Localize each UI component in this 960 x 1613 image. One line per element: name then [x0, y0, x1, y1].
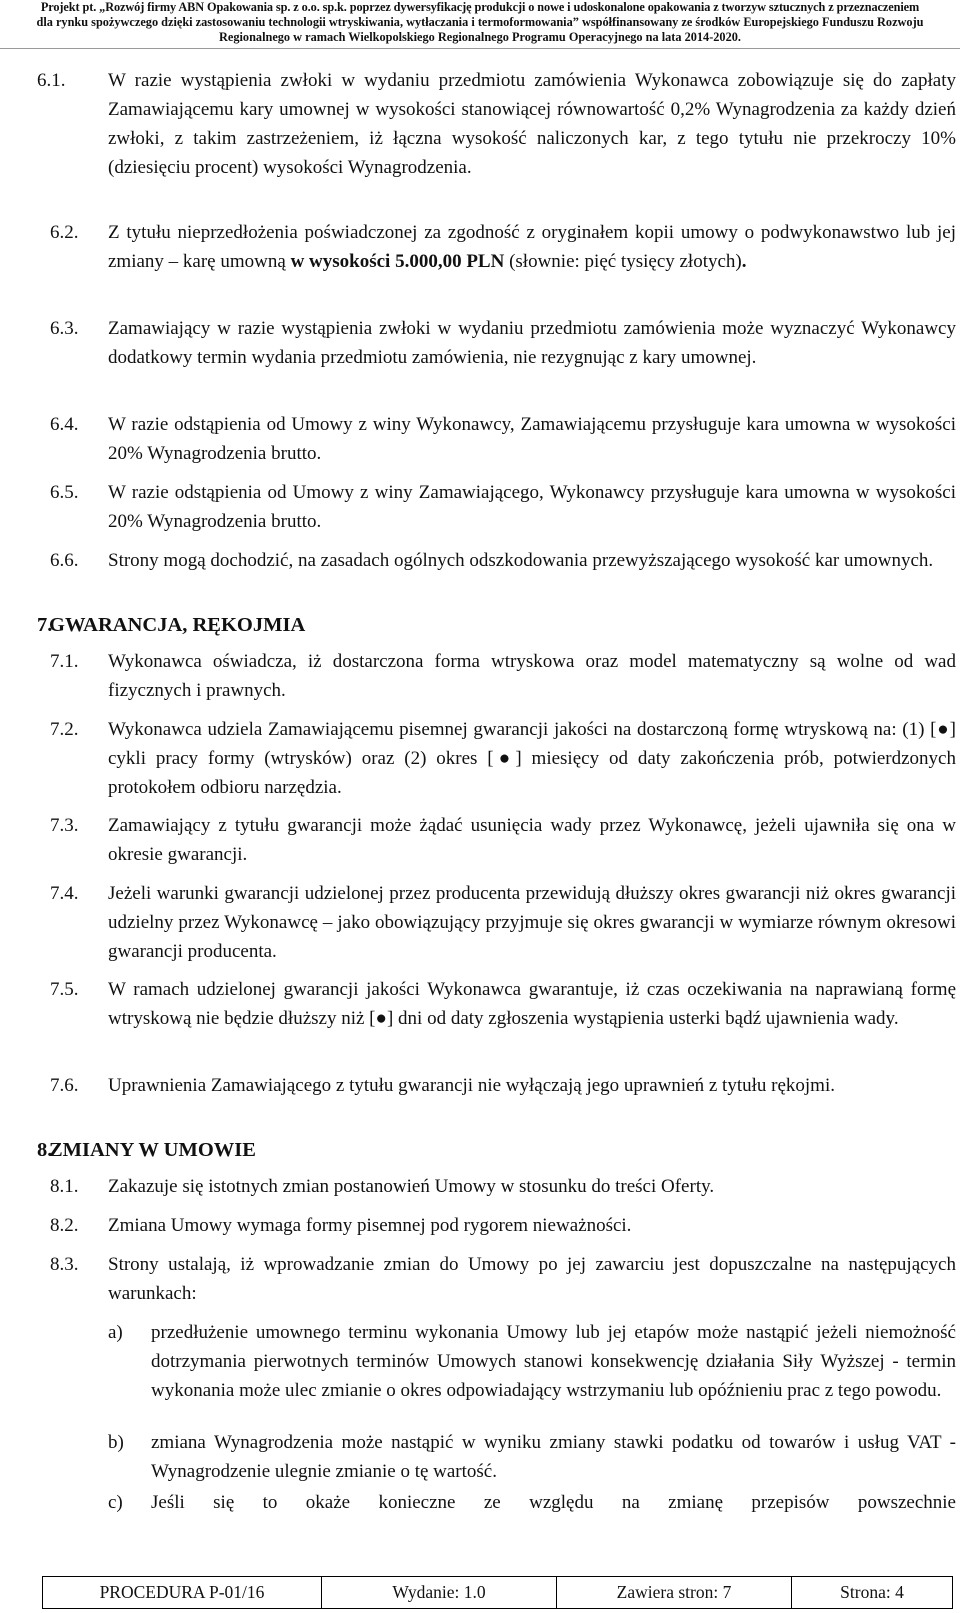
clause-number: 8.2. [50, 1215, 79, 1236]
clause-number: 6.2. [50, 222, 79, 243]
clause-text: W razie wystąpienia zwłoki w wydaniu przedmiotu zamówienia Wykonawca zobowiązuje się do zapłaty Zamawiającemu kary umownej w wysokości stanowiącej równowartość 0,2% Wynagrodzenia za każdy dzień zwłoki, z takim zastrzeżeniem, iż łączna wysokość naliczonych kar, z tego tytułu nie przekroczy 10% (dziesięciu procent) wysokości Wynagrodzenia. [108, 70, 956, 178]
clause-number: 6.5. [50, 482, 79, 503]
footer-page-number: Strona: 4 [840, 1582, 904, 1602]
section-number: 7. [37, 614, 53, 636]
header-line-1: Projekt pt. „Rozwój firmy ABN Opakowania sp. z o.o. sp.k. poprzez dywersyfikację produkcji o nowe i udoskonalone opakowania z tworzyw sztucznych z przeznaczeniem [40, 0, 920, 14]
clause-text: Wykonawca oświadcza, iż dostarczona forma wtryskowa oraz model matematyczny są wolne od wad fizycznych i prawnych. [108, 651, 956, 701]
subitem-letter: b) [108, 1432, 124, 1453]
subitem-text: przedłużenie umownego terminu wykonania Umowy lub jej etapów może nastąpić jeżeli niemożność dotrzymania pierwotnych terminów Umowych stanowi konsekwencję działania Siły Wyższej - termin wykonania może ulec zmianie o okres odpowiadający wstrzymaniu lub opóźnieniu prac z tego powodu. [151, 1322, 956, 1401]
clause-text: Zamawiający z tytułu gwarancji może żądać usunięcia wady przez Wykonawcę, jeżeli ujawniła się ona w okresie gwarancji. [108, 815, 956, 865]
clause-text: Zmiana Umowy wymaga formy pisemnej pod rygorem nieważności. [108, 1215, 632, 1236]
clause-number: 7.2. [50, 719, 79, 740]
section-title: GWARANCJA, RĘKOJMIA [49, 614, 306, 636]
clause-text: W razie odstąpienia od Umowy z winy Zamawiającego, Wykonawcy przysługuje kara umowna w wysokości 20% Wynagrodzenia brutto. [108, 482, 956, 532]
clause-number: 7.3. [50, 815, 79, 836]
clause-number: 7.1. [50, 651, 79, 672]
header-line-2: dla rynku spożywczego dzięki zastosowaniu technologii wtryskiwania, wytłaczania i termoformowania” współfinansowany ze środków Europejskiego Funduszu Rozwoju [36, 15, 924, 29]
section-number: 8. [37, 1139, 53, 1161]
section-heading [37, 611, 306, 640]
clause-number: 7.6. [50, 1075, 79, 1096]
clause-number: 8.1. [50, 1176, 79, 1197]
clause-number: 6.1. [37, 70, 66, 91]
clause-text: W ramach udzielonej gwarancji jakości Wykonawca gwarantuje, iż czas oczekiwania na naprawianą formę wtryskową nie będzie dłuższy niż [●] dni od daty zgłoszenia wystąpienia usterki bądź ujawnienia wady. [108, 979, 956, 1029]
footer-pages-total: Zawiera stron: 7 [557, 1577, 792, 1608]
header-divider [0, 48, 960, 49]
clause-text: Wykonawca udziela Zamawiającemu pisemnej gwarancji jakości na dostarczoną formę wtryskową na: (1) [●] cykli pracy formy (wtrysków) oraz (2) okres [●] miesięcy od daty zakończenia prób, potwierdzonych protokołem odbioru narzędzia. [108, 719, 956, 798]
clause-text: Z tytułu nieprzedłożenia poświadczonej za zgodność z oryginałem kopii umowy o podwykonawstwo lub jej zmiany – karę umowną w wysokości 5.000,00 PLN (słownie: pięć tysięcy złotych). [108, 222, 956, 272]
page-header [0, 0, 960, 50]
section-title: ZMIANY W UMOWIE [49, 1139, 256, 1161]
clause-number: 7.5. [50, 979, 79, 1000]
clause-text: Strony mogą dochodzić, na zasadach ogólnych odszkodowania przewyższającego wysokość kar umownych. [108, 550, 934, 571]
subitem-letter: a) [108, 1322, 123, 1343]
clause-text: Zakazuje się istotnych zmian postanowień Umowy w stosunku do treści Oferty. [108, 1176, 715, 1197]
clause-number: 6.3. [50, 318, 79, 339]
clause-number: 7.4. [50, 883, 79, 904]
footer-procedure: PROCEDURA P-01/16 [43, 1577, 322, 1608]
clause-text: Zamawiający w razie wystąpienia zwłoki w wydaniu przedmiotu zamówienia może wyznaczyć Wykonawcy dodatkowy termin wydania przedmiotu zamówienia, nie rezygnując z kary umownej. [108, 318, 956, 368]
subitem-letter: c) [108, 1492, 123, 1513]
page-footer [42, 1576, 953, 1609]
clause-number: 8.3. [50, 1254, 79, 1275]
clause-text: Uprawnienia Zamawiającego z tytułu gwarancji nie wyłączają jego uprawnień z tytułu rękojmi. [108, 1075, 835, 1096]
clause-text: W razie odstąpienia od Umowy z winy Wykonawcy, Zamawiającemu przysługuje kara umowna w wysokości 20% Wynagrodzenia brutto. [108, 414, 956, 464]
clause-text: Strony ustalają, iż wprowadzanie zmian do Umowy po jej zawarciu jest dopuszczalne na następujących warunkach: [108, 1254, 956, 1304]
subitem-text: zmiana Wynagrodzenia może nastąpić w wyniku zmiany stawki podatku od towarów i usług VAT - Wynagrodzenie ulegnie zmianie o tę wartość. [151, 1432, 956, 1482]
section-heading [37, 1136, 256, 1165]
clause-text: Jeżeli warunki gwarancji udzielonej przez producenta przewidują dłuższy okres gwarancji niż okres gwarancji udzielny przez Wykonawcę – jako obowiązujący przyjmuje się okres gwarancji w wymiarze równym okresowi gwarancji producenta. [108, 883, 956, 962]
subitem-text: Jeśli się to okaże konieczne ze względu na zmianę przepisów powszechnie [151, 1492, 956, 1513]
clause-number: 6.6. [50, 550, 79, 571]
header-line-3: Regionalnego w ramach Wielkopolskiego Regionalnego Programu Operacyjnego na lata 2014-2020. [219, 30, 741, 44]
clause-number: 6.4. [50, 414, 79, 435]
footer-edition: Wydanie: 1.0 [322, 1577, 557, 1608]
